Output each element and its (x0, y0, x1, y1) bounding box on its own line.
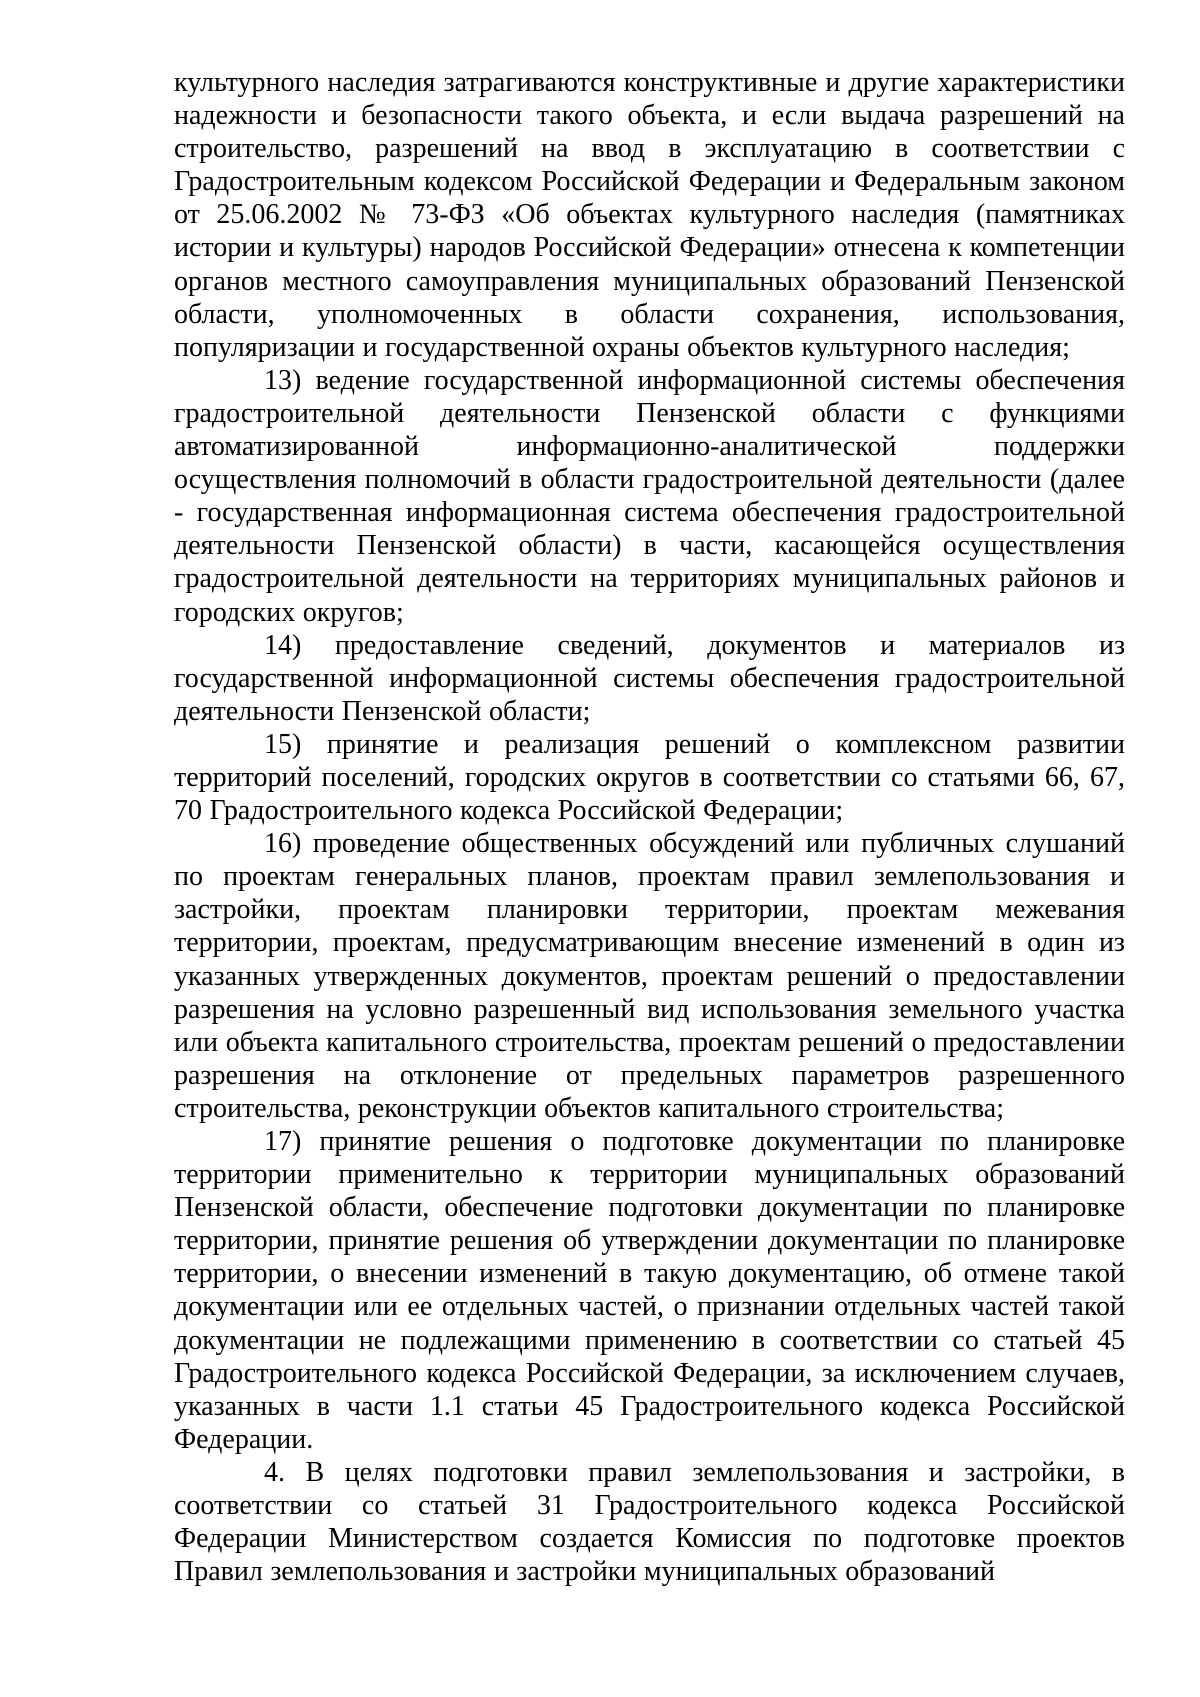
paragraph-item-15: 15) принятие и реализация решений о комплексном развитии территорий поселений, городских округов в соответствии со статьями 66, 67, 70 Градостроительного кодекса Российской Федерации; (174, 728, 1125, 827)
document-page (174, 66, 1125, 1588)
paragraph-item-13: 13) ведение государственной информационной системы обеспечения градостроительной деятельности Пензенской области с функциями автоматизированной информационно-аналитической поддержки осуществления полномочий в области градостроительной деятельности (далее - государственная информационная система обеспечения градостроительной деятельности Пензенской области) в части, касающейся осуществления градостроительной деятельности на территориях муниципальных районов и городских округов; (174, 364, 1125, 628)
paragraph-section-4: 4. В целях подготовки правил землепользования и застройки, в соответствии со статьей 31 Градостроительного кодекса Российской Федерации Министерством создается Комиссия по подготовке проектов Правил землепользования и застройки муниципальных образований (174, 1456, 1125, 1588)
paragraph-item-14: 14) предоставление сведений, документов и материалов из государственной информационной системы обеспечения градостроительной деятельности Пензенской области; (174, 629, 1125, 727)
paragraph-item-17: 17) принятие решения о подготовке документации по планировке территории применительно к территории муниципальных образований Пензенской области, обеспечение подготовки документации по планировке территории, принятие решения об утверждении документации по планировке территории, о внесении изменений в такую документацию, об отмене такой документации или ее отдельных частей, о признании отдельных частей такой документации не подлежащими применению в соответствии со статьей 45 Градостроительного кодекса Российской Федерации, за исключением случаев, указанных в части 1.1 статьи 45 Градостроительного кодекса Российской Федерации. (174, 1126, 1125, 1455)
paragraph-continuation: культурного наследия затрагиваются конструктивные и другие характеристики надежности и безопасности такого объекта, и если выдача разрешений на строительство, разрешений на ввод в эксплуатацию в соответствии с Градостроительным кодексом Российской Федерации и Федеральным законом от 25.06.2002 № 73-ФЗ «Об объектах культурного наследия (памятниках истории и культуры) народов Российской Федерации» отнесена к компетенции органов местного самоуправления муниципальных образований Пензенской области, уполномоченных в области сохранения, использования, популяризации и государственной охраны объектов культурного наследия; (174, 67, 1125, 363)
paragraph-item-16: 16) проведение общественных обсуждений или публичных слушаний по проектам генеральных планов, проектам правил землепользования и застройки, проектам планировки территории, проектам межевания территории, проектам, предусматривающим внесение изменений в один из указанных утвержденных документов, проектам решений о предоставлении разрешения на условно разрешенный вид использования земельного участка или объекта капитального строительства, проектам решений о предоставлении разрешения на отклонение от предельных параметров разрешенного строительства, реконструкции объектов капитального строительства; (174, 828, 1125, 1124)
